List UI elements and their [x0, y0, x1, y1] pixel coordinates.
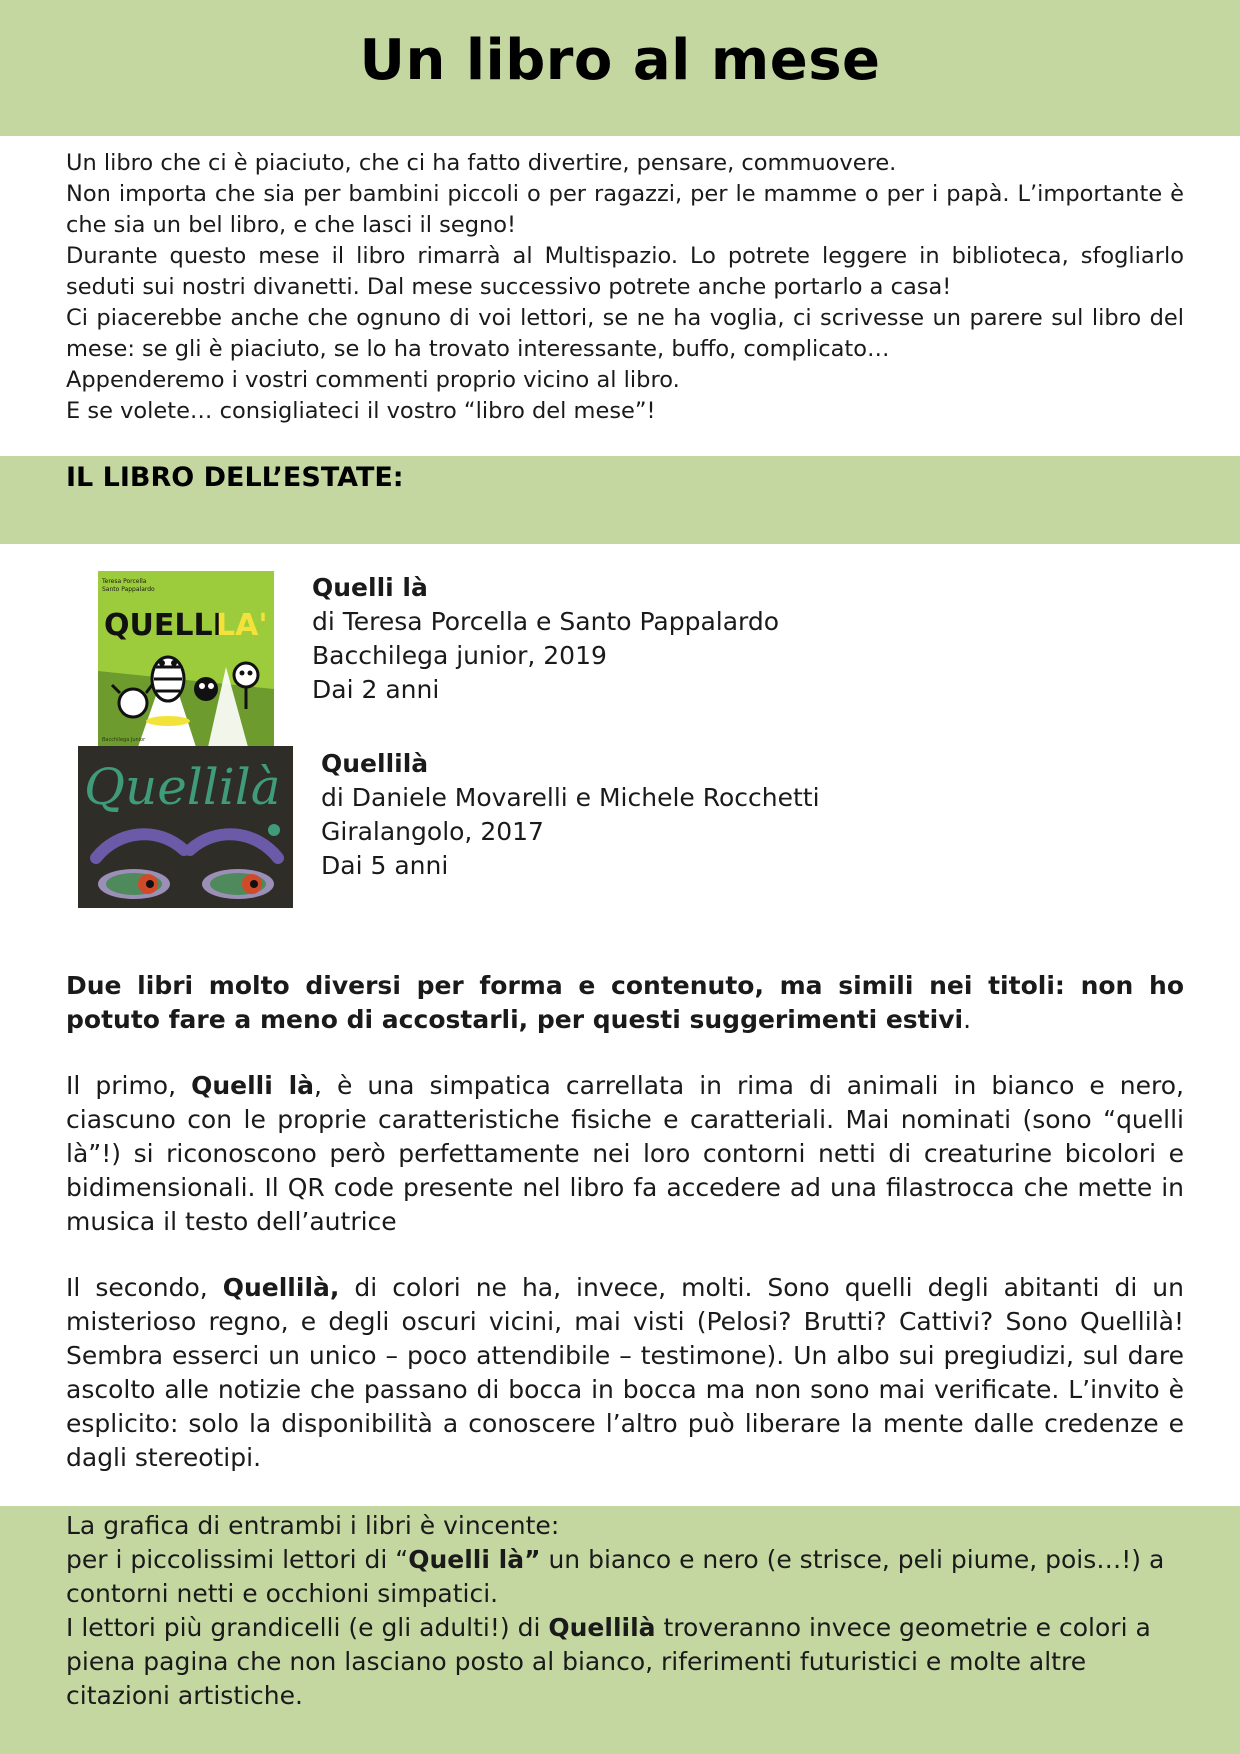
cover-title-word-2: LA'	[216, 608, 268, 643]
footer-line: La grafica di entrambi i libri è vincente:	[66, 1511, 560, 1540]
book-publisher: Bacchilega junior, 2019	[312, 641, 607, 670]
book-title: Quelli là	[312, 573, 428, 602]
intro-line: Appenderemo i vostri commenti proprio vicino al libro.	[66, 367, 680, 393]
footer-book-name: Quelli là”	[408, 1545, 541, 1574]
review-lead-end: .	[963, 1005, 972, 1034]
footer-line	[66, 1611, 1184, 1713]
intro-text	[66, 148, 1184, 427]
footer-text-part: I lettori più grandicelli (e gli adulti!) di	[66, 1613, 549, 1642]
cover-art-quellila	[78, 746, 293, 908]
footer-text-part: un bianco e nero (e strisce, peli piume, pois…!) a contorni netti e occhioni simpatici.	[66, 1545, 1165, 1608]
cover-publisher-mark: Bacchilega Junior	[102, 737, 146, 743]
intro-line: Non importa che sia per bambini piccoli o per ragazzi, per le mamme o per i papà. L’importante è che sia un bel libro, e che lasci il segno!	[66, 181, 1184, 238]
review-book-name: Quellilà,	[222, 1273, 340, 1302]
page-title: Un libro al mese	[359, 28, 881, 93]
book-age: Dai 2 anni	[312, 675, 440, 704]
review-lead	[66, 969, 1184, 1037]
book-cover-quellila	[78, 746, 293, 908]
book-age: Dai 5 anni	[321, 851, 449, 880]
review-text: Il secondo,	[66, 1273, 223, 1302]
cover-title-word: Quellilà	[84, 758, 281, 816]
cover-author-2: Santo Pappalardo	[102, 586, 155, 593]
book-cover-quelli-la	[98, 571, 274, 747]
footer-line	[66, 1543, 1184, 1611]
review-text: , è una simpatica carrellata in rima di animali in bianco e nero, ciascuno con le proprie caratteristiche fisiche e caratteriali. Mai nominati (sono “quelli là”!) si riconoscono però perfettamente nei loro contorni netti di creaturine bicolori e bidimensionali. Il QR code presente nel libro fa accedere ad una filastrocca che mette in musica il testo dell’autrice	[66, 1071, 1185, 1236]
book-authors: di Teresa Porcella e Santo Pappalardo	[312, 607, 780, 636]
footer-text-part: troveranno invece geometrie e colori a piena pagina che non lasciano posto al bianco, riferimenti futuristici e molte altre citazioni artistiche.	[66, 1613, 1151, 1710]
book-info-1	[312, 571, 779, 707]
section-title: IL LIBRO DELL’ESTATE:	[66, 462, 404, 493]
review-lead-bold: Due libri molto diversi per forma e contenuto, ma simili nei titoli: non ho potuto fare a meno di accostarli, per questi suggerimenti estivi	[66, 971, 1184, 1034]
footer-text	[66, 1509, 1184, 1713]
intro-line: Durante questo mese il libro rimarrà al Multispazio. Lo potrete leggere in biblioteca, sfogliarlo seduti sui nostri divanetti. Dal mese successivo potrete anche portarlo a casa!	[66, 243, 1184, 300]
review-book-name: Quelli là	[191, 1071, 315, 1100]
review-paragraph-1	[66, 1069, 1184, 1239]
book-info-2	[321, 747, 820, 883]
cover-title-word-1: QUELLI	[104, 608, 224, 643]
intro-line: E se volete… consigliateci il vostro “libro del mese”!	[66, 398, 656, 424]
cover-author-1: Teresa Porcella	[102, 578, 147, 585]
book-title: Quellilà	[321, 749, 429, 778]
book-publisher: Giralangolo, 2017	[321, 817, 544, 846]
review-paragraph-2	[66, 1271, 1184, 1475]
review-text: di colori ne ha, invece, molti. Sono quelli degli abitanti di un misterioso regno, e degli oscuri vicini, mai visti (Pelosi? Brutti? Cattivi? Sono Quellilà! Sembra esserci un unico – poco attendibile – testimone). Un albo sui pregiudizi, sul dare ascolto alle notizie che passano di bocca in bocca ma non sono mai verificate. L’invito è esplicito: solo la disponibilità a conoscere l’altro può liberare la mente dalle credenze e dagli stereotipi.	[66, 1273, 1184, 1472]
intro-line: Un libro che ci è piaciuto, che ci ha fatto divertire, pensare, commuovere.	[66, 150, 897, 176]
intro-line: Ci piacerebbe anche che ognuno di voi lettori, se ne ha voglia, ci scrivesse un parere sul libro del mese: se gli è piaciuto, se lo ha trovato interessante, buffo, complicato…	[66, 305, 1184, 362]
book-authors: di Daniele Movarelli e Michele Rocchetti	[321, 783, 820, 812]
review-text: Il primo,	[66, 1071, 192, 1100]
cover-art-quelli-la	[98, 571, 274, 747]
footer-book-name: Quellilà	[548, 1613, 656, 1642]
footer-text-part: per i piccolissimi lettori di “	[66, 1545, 409, 1574]
